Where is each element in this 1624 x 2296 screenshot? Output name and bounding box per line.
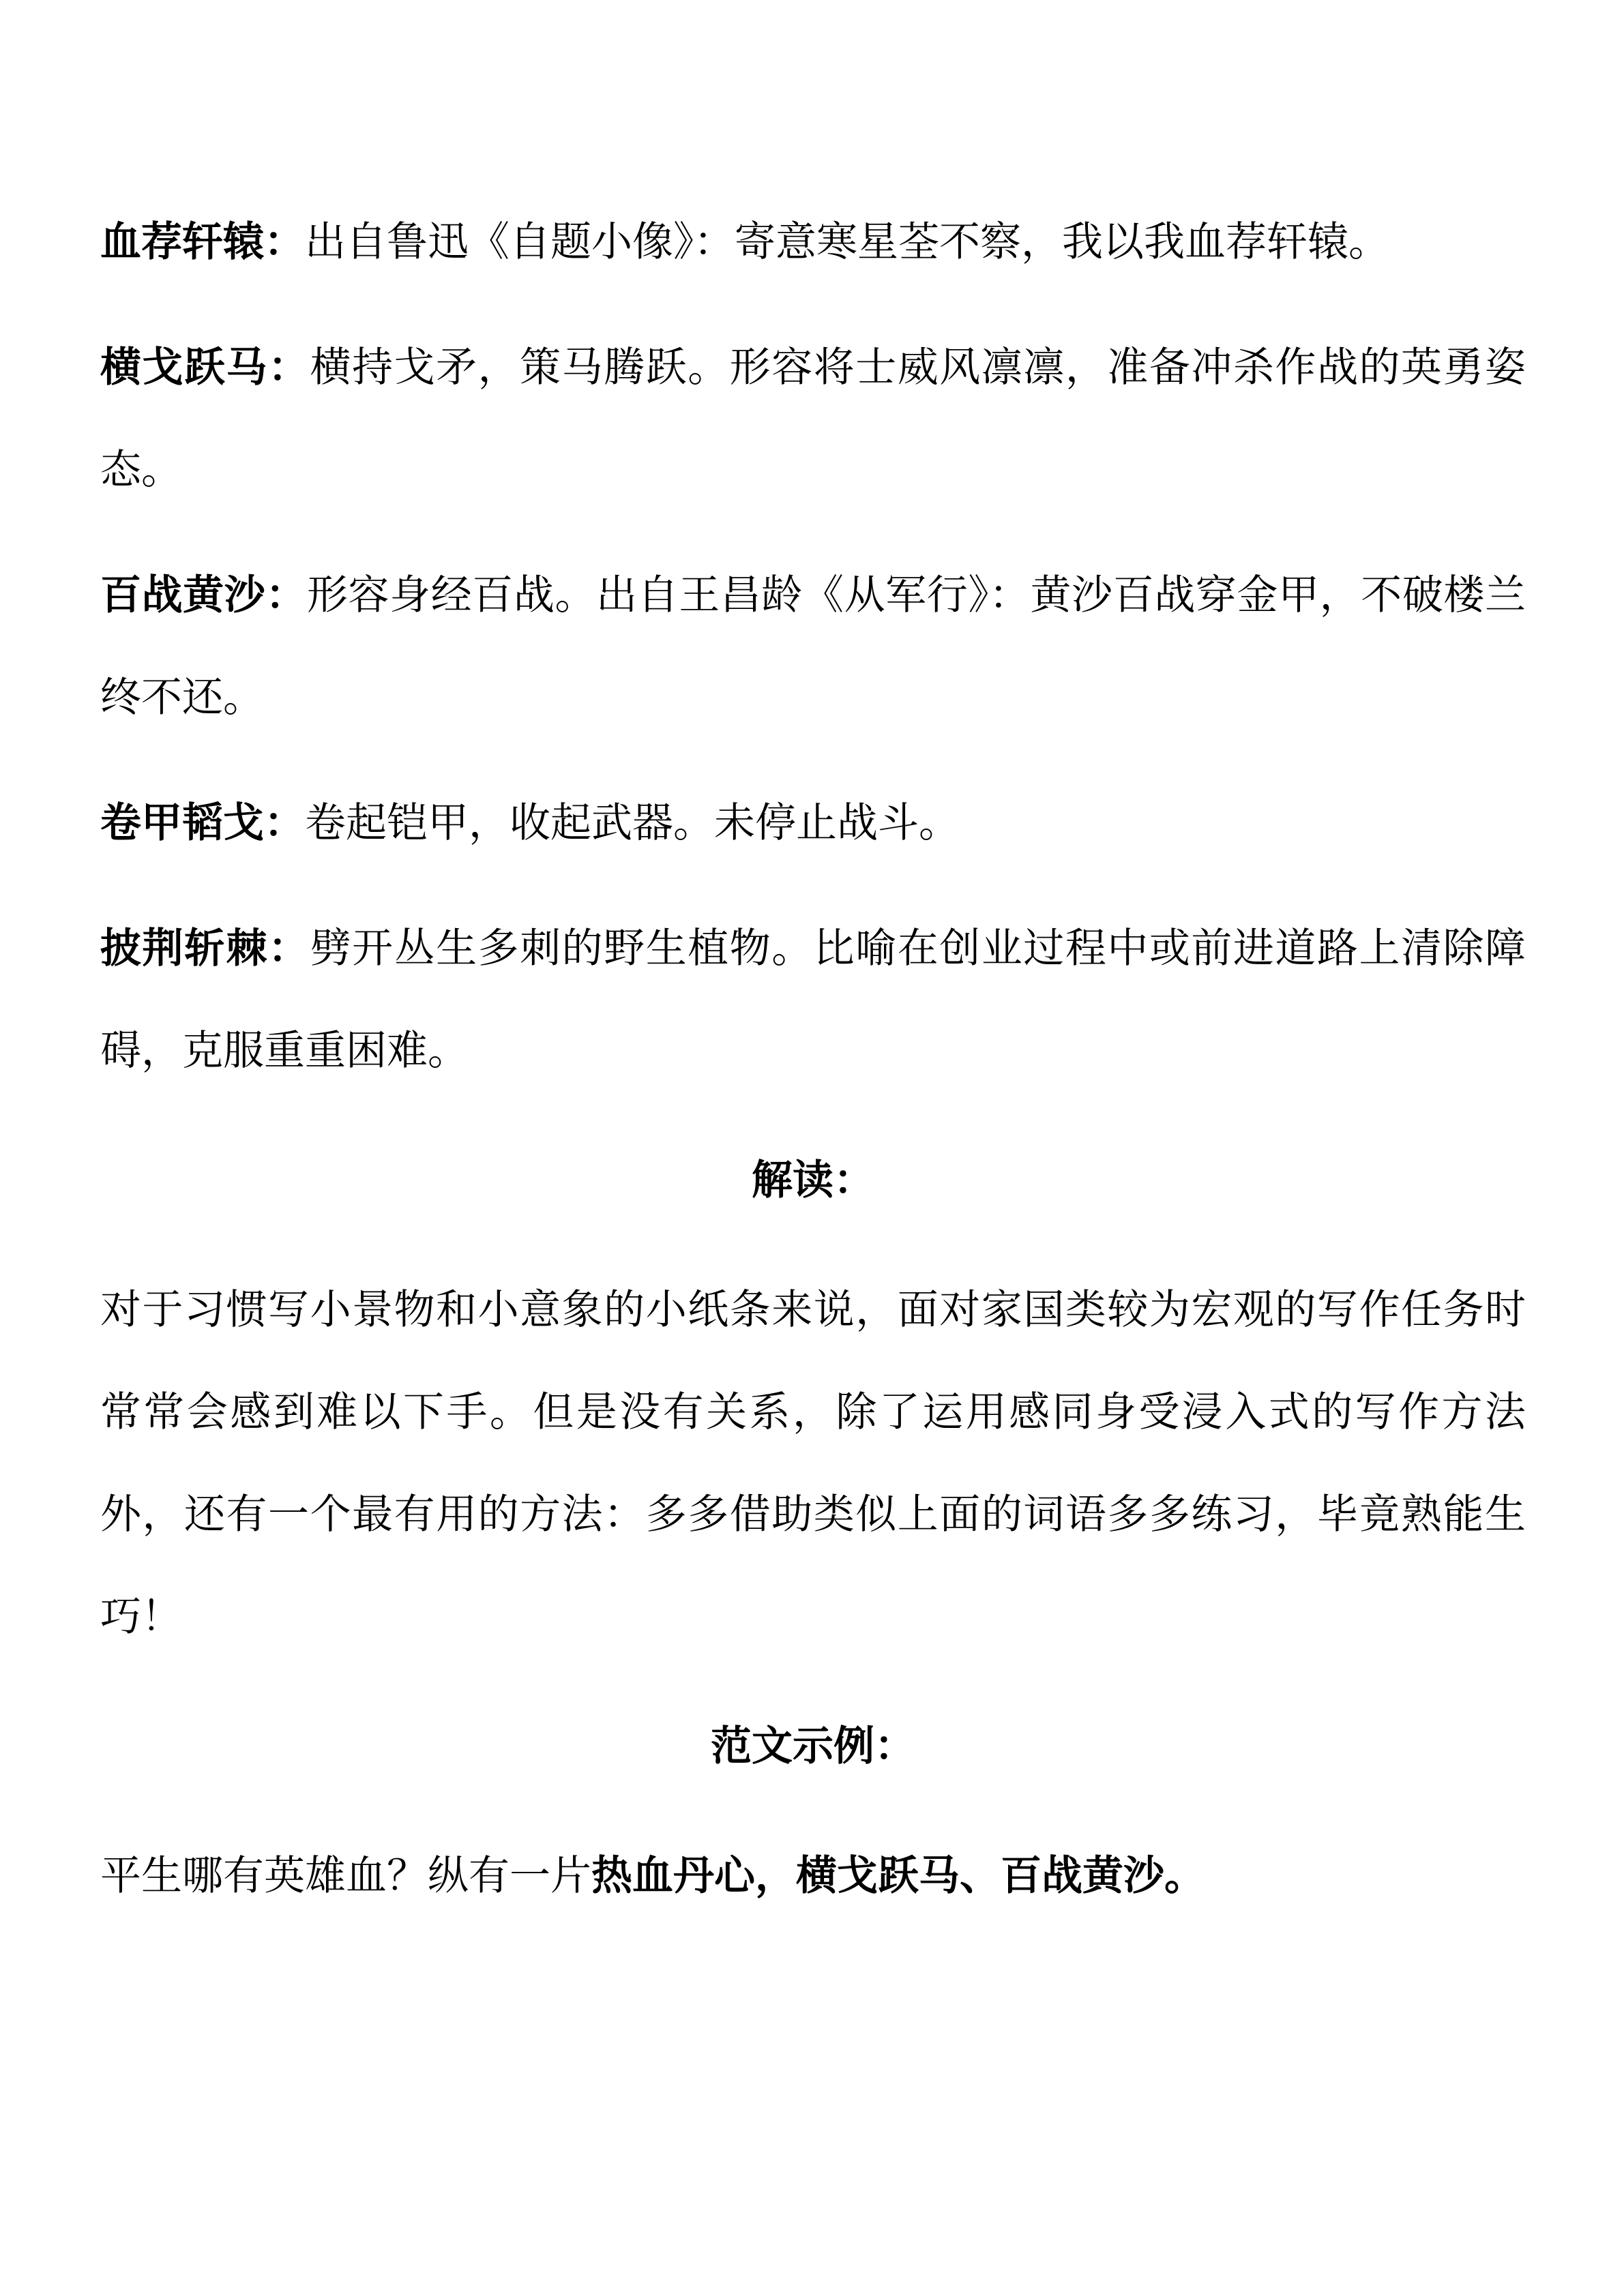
example-paragraph [100,1825,1526,1927]
example-plain-text: 平生哪有英雄血？纵有一片 [100,1852,591,1900]
entry-definition: 卷起铠甲，收起武器。未停止战斗。 [305,799,960,847]
document-content [100,191,1526,1927]
example-heading: 范文示例： [711,1723,915,1770]
entry-paragraph [100,772,1526,874]
entry-paragraph [100,897,1526,1102]
example-bold-text: 热血丹心，横戈跃马、百战黄沙。 [591,1852,1205,1900]
entry-term: 血荐轩辕： [100,218,305,266]
entry-definition: 形容身经百战。出自王昌龄《从军行》：黄沙百战穿金甲，不破楼兰终不还。 [100,571,1526,721]
entry-term: 披荆斩棘： [100,925,310,972]
entry-term: 百战黄沙： [100,571,307,619]
entry-term: 卷甲韬戈： [100,799,305,847]
entry-paragraph [100,316,1526,521]
interpretation-body: 对于习惯写小景物和小意象的小纸条来说，面对家国类较为宏观的写作任务时常常会感到难以下手。但是没有关系，除了运用感同身受浸入式的写作方法外，还有一个最有用的方法：多多借助类似上面的词语多多练习，毕竟熟能生巧！ [100,1286,1526,1641]
entry-paragraph [100,544,1526,749]
entry-definition: 出自鲁迅《自题小像》：寄意寒星荃不察，我以我血荐轩辕。 [305,218,1389,266]
entry-paragraph [100,191,1526,293]
entry-term: 横戈跃马： [100,344,310,391]
interpretation-heading: 解读： [752,1157,874,1204]
entry-definition: 劈开丛生多刺的野生植物。比喻在创业过程中或前进道路上清除障碍，克服重重困难。 [100,925,1526,1075]
entry-definition: 横持戈矛，策马腾跃。形容将士威风凛凛，准备冲杀作战的英勇姿态。 [100,344,1526,494]
